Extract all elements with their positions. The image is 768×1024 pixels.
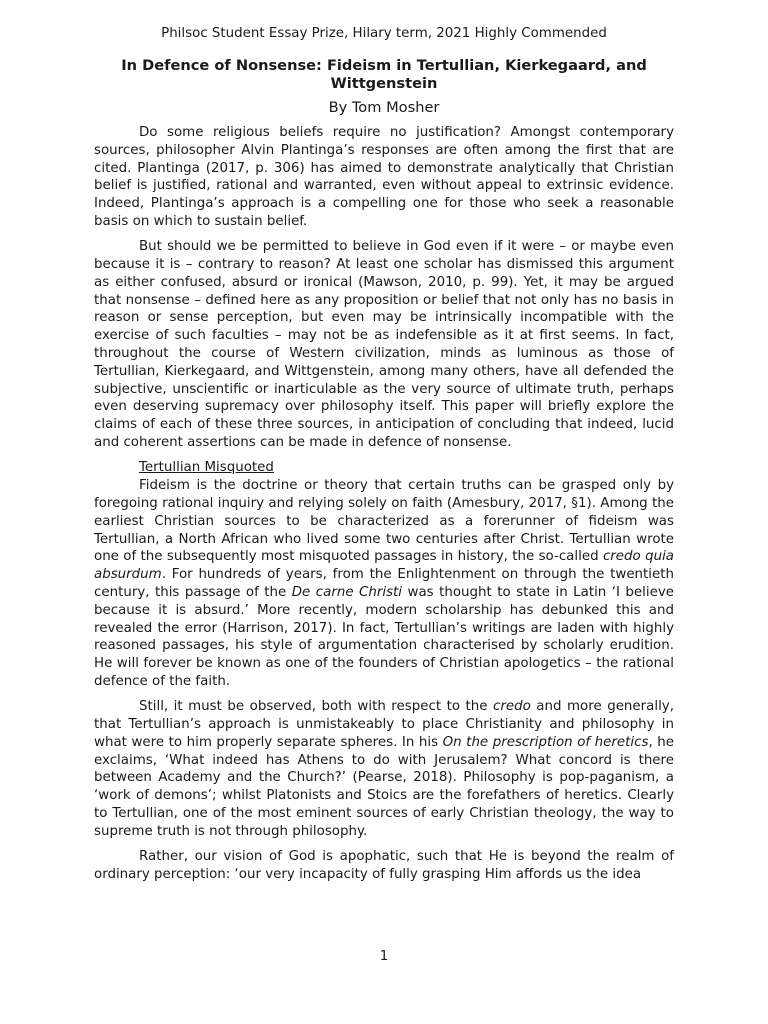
paragraph-1: Do some religious beliefs require no justification? Amongst contemporary sources, philosopher Alvin Plantinga’s responses are often among the first that are cited. Plantinga (2017, p. 306) has aimed to demonstrate analytically that Christian belief is justified, rational and warranted, even without appeal to extrinsic evidence. Indeed, Plantinga’s approach is a compelling one for those who seek a reasonable basis on which to sustain belief. xyxy=(94,125,674,229)
essay-title: In Defence of Nonsense: Fideism in Tertullian, Kierkegaard, and Wittgenstein xyxy=(121,57,647,92)
section-heading-text: Tertullian Misquoted xyxy=(139,460,274,476)
paragraph-3-part-e: was thought to state in Latin ‘I believe because it is absurd.’ More recently, modern scholarship has debunked this and revealed the error (Harrison, 2017). In fact, Tertullian’s writings are laden with highly reasoned passages, his style of argumentation characterised by scholarly erudition. He will forever be known as one of the founders of Christian apologetics – the rational defence of the faith. xyxy=(94,584,674,689)
paragraph-4-italic-credo: credo xyxy=(493,699,531,715)
paragraph-3-part-c: . For hundreds of years, from the Enlightenment on through the twentieth century, this passage of the xyxy=(94,567,674,600)
section-heading xyxy=(139,459,674,477)
paragraph-3-italic-de-carne: De carne Christi xyxy=(291,584,403,600)
running-header: Philsoc Student Essay Prize, Hilary term, 2021 Highly Commended xyxy=(161,26,607,41)
paragraph-4-italic-prescription: On the prescription of heretics xyxy=(442,734,649,750)
paragraph-4-part-e: , he exclaims, ‘What indeed has Athens to do with Jerusalem? What concord is there between Academy and the Church?’ (Pearse, 2018). Philosophy is pop-paganism, a ‘work of demons’; whilst Platonists and Stoics are the forefathers of heretics. Clearly to Tertullian, one of the most eminent sources of early Christian theology, the way to supreme truth is not through philosophy. xyxy=(94,734,675,839)
paragraph-2: But should we be permitted to believe in God even if it were – or maybe even because it is – contrary to reason? At least one scholar has dismissed this argument as either confused, absurd or ironical (Mawson, 2010, p. 99). Yet, it may be argued that nonsense – defined here as any proposition or belief that not only has no basis in reason or sense perception, but even may be intrinsically incompatible with the exercise of such faculties – may not be as indefensible as it at first seems. In fact, throughout the course of Western civilization, minds as luminous as those of Tertullian, Kierkegaard, and Wittgenstein, among many others, have all defended the subjective, unscientific or inarticulable as the very source of ultimate truth, perhaps even deserving supremacy over philosophy itself. This paper will briefly explore the claims of each of these three sources, in anticipation of concluding that indeed, lucid and coherent assertions can be made in defence of nonsense. xyxy=(94,239,674,451)
author-byline: By Tom Mosher xyxy=(328,99,440,116)
page-number: 1 xyxy=(379,949,389,964)
paragraph-5: Rather, our vision of God is apophatic, such that He is beyond the realm of ordinary perception: ‘our very incapacity of fully grasping Him affords us the idea xyxy=(94,849,674,882)
paragraph-3-italic-credo: credo quia absurdum xyxy=(94,549,675,583)
paragraph-3 xyxy=(94,477,674,691)
paragraph-4 xyxy=(94,698,674,840)
paragraph-3-part-a: Fideism is the doctrine or theory that certain truths can be grasped only by foregoing rational inquiry and relying solely on faith (Amesbury, 2017, §1). Among the earliest Christian sources to be characterized as a forerunner of fideism was Tertullian, a North African who lived some two centuries after Christ. Tertullian wrote one of the subsequently most misquoted passages in history, the so-called xyxy=(94,478,674,565)
paragraph-4-part-c: and more generally, that Tertullian’s approach is unmistakeably to place Christianity and philosophy in what were to him properly separate spheres. In his xyxy=(94,699,674,750)
paragraph-4-part-a: Still, it must be observed, both with respect to the xyxy=(139,699,493,715)
